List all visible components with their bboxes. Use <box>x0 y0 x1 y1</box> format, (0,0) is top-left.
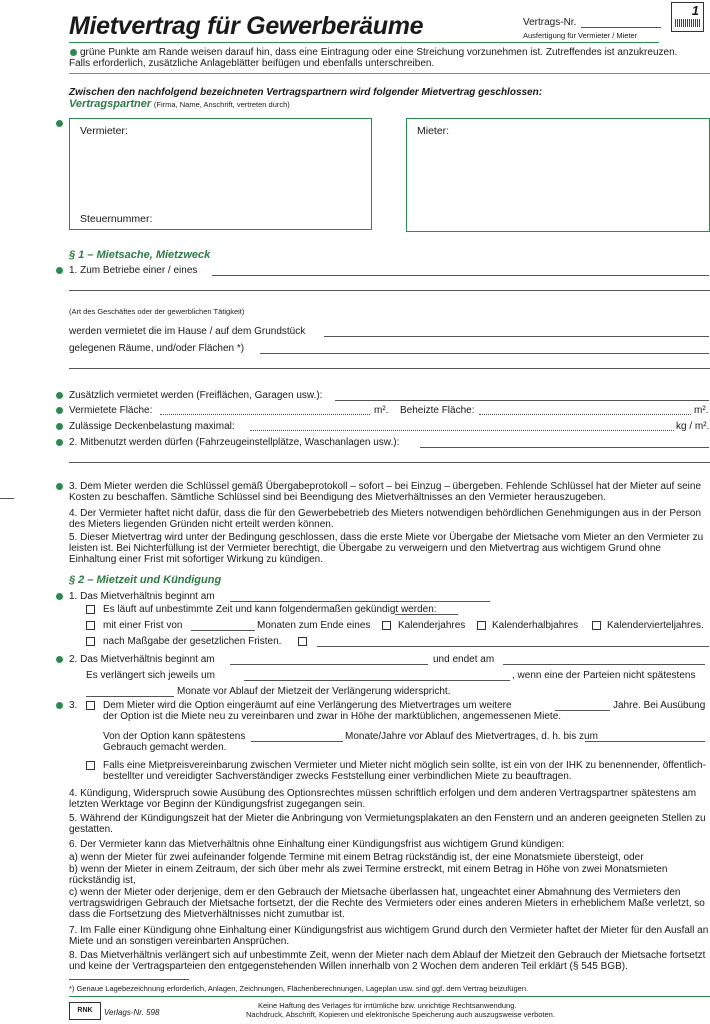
margin-mark <box>0 498 14 499</box>
termination-b: b) wenn der Mieter in einem Zeitraum, der sich über mehr als zwei Termine erstreckt, mit einem Betrag in Höhe von zwei Monatsmieten rückständig ist, <box>69 864 668 887</box>
green-dot <box>56 407 63 414</box>
option-checkbox[interactable] <box>86 701 95 710</box>
calendar-year-label: Kalenderjahres <box>398 620 466 631</box>
fixed-begin-field[interactable] <box>230 664 428 665</box>
fixed-begin-label: 2. Das Mietverhältnis beginnt am <box>69 654 215 665</box>
tenant-label: Mieter: <box>417 125 450 137</box>
poster-clause: 5. Während der Kündigungszeit hat der Mieter die Anbringung von Vermietungsplakaten an den Fenstern und an anderen geeigneten Stellen zu gestatten. <box>69 813 706 836</box>
load-label: Zulässige Deckenbelastung maximal: <box>69 421 235 432</box>
pattern-bar <box>675 19 700 27</box>
objection-months-field[interactable] <box>86 696 174 697</box>
years-label: Jahre. Bei Ausübung <box>613 700 706 711</box>
green-dot <box>56 120 63 127</box>
end-date-field[interactable] <box>503 664 705 665</box>
ends-label: und endet am <box>433 654 495 665</box>
shared-use-field[interactable] <box>420 447 709 448</box>
page-number-box <box>671 2 704 32</box>
rented-label: werden vermietet die im Hause / auf dem Grundstück <box>69 326 306 337</box>
section-1-title: § 1 – Mietsache, Mietzweck <box>69 249 211 261</box>
half-year-checkbox[interactable] <box>477 621 486 630</box>
exercise-label-1: Von der Option kann spätestens <box>103 731 246 742</box>
half-year-label: Kalenderhalbjahres <box>492 620 579 631</box>
exercise-date-field[interactable] <box>585 741 705 742</box>
parties-label-text: Vertragspartner <box>69 98 152 110</box>
unlimited-label: Es läuft auf unbestimmte Zeit und kann folgendermaßen gekündigt werden: <box>103 604 437 615</box>
written-form-clause <box>69 788 710 810</box>
order-number: Verlags-Nr. 598 <box>104 1008 160 1017</box>
rooms-field[interactable] <box>260 353 709 354</box>
extension-field[interactable] <box>244 680 510 681</box>
business-field-2[interactable] <box>69 290 710 291</box>
disclaimer-2: Nachdruck, Abschrift, Kopieren und elektronische Speicherung auch auszugsweise verboten. <box>246 1010 555 1019</box>
intro-line-2: Falls erforderlich, zusätzliche Anlageblätter beifügen und ebenfalls unterschreiben. <box>69 58 435 69</box>
green-dot <box>56 483 63 490</box>
option-number: 3. <box>69 700 78 711</box>
ihk-clause: Falls eine Mietpreisvereinbarung zwischen Vermieter und Mieter nicht möglich sein sollte, ist ein von der IHK zu benennender, öffentlich-bestellter und vereidigter Sachverständiger zwecks Feststellung einer verbindlichen Miete zu beauftragen. <box>103 760 706 783</box>
notice-months-field[interactable] <box>191 630 255 631</box>
statutory-checkbox[interactable] <box>86 637 95 646</box>
begin-label: 1. Das Mietverhältnis beginnt am <box>69 591 215 602</box>
green-dot <box>70 49 77 56</box>
calendar-year-checkbox[interactable] <box>382 621 391 630</box>
form-title: Mietvertrag für Gewerberäume <box>69 12 424 40</box>
exercise-months-field[interactable] <box>251 741 343 742</box>
section-2-title: § 2 – Mietzeit und Kündigung <box>69 574 222 586</box>
heated-unit: m². <box>694 405 709 416</box>
parties-heading: Zwischen den nachfolgend bezeichneten Vertragspartnern wird folgender Mietvertrag geschlossen: <box>69 87 543 98</box>
keys-clause: 3. Dem Mieter werden die Schlüssel gemäß Übergabeprotokoll – sofort – bei Einzug – übergeben. Fehlende Schlüssel hat der Mieter auf seine Kosten zu beschaffen. Sämtliche Schlüssel sind bei Beendigung des Mietverhältnisses an den Vermieter herauszugeben. <box>69 481 702 504</box>
area-field[interactable] <box>160 414 370 415</box>
tax-number-label: Steuernummer: <box>80 213 153 225</box>
termination-a: a) wenn der Mieter für zwei aufeinander folgende Termine mit einem Betrag rückständig ist, der eine Monatsmiete übersteigt, oder <box>69 852 644 863</box>
tenant-box[interactable] <box>406 118 710 232</box>
other-checkbox[interactable] <box>298 637 307 646</box>
shared-use-field-2[interactable] <box>69 462 710 463</box>
green-dot <box>56 439 63 446</box>
extends-label: Es verlängert sich jeweils um <box>86 670 215 681</box>
property-field[interactable] <box>324 336 709 337</box>
publisher-logo: RNK <box>69 1002 101 1020</box>
landlord-label: Vermieter: <box>80 125 128 137</box>
parties-label <box>69 99 290 111</box>
green-dot <box>56 656 63 663</box>
tacit-extension-clause: 8. Das Mietverhältnis verlängert sich auf unbestimmte Zeit, wenn der Mieter nach dem Ablauf der Mietzeit den Gebrauch der Mietsache fortsetzt und keine der Vertragsparteien den entgegenstehenden Willen innerhalb von 2 Wochen dem anderen Teil erklärt (§ 545 BGB). <box>69 950 706 973</box>
green-dot <box>56 423 63 430</box>
landlord-box[interactable] <box>69 118 372 230</box>
notice-label: mit einer Frist von <box>103 620 183 631</box>
rooms-field-2[interactable] <box>69 368 710 369</box>
permits-clause: 4. Der Vermieter haftet nicht dafür, dass die für den Gewerbebetrieb des Mieters notwendigen behördlichen Genehmigungen aus in der Person des Mieters liegenden Gründen nicht erteilt werden können. <box>69 508 702 531</box>
parties-label-note: (Firma, Name, Anschrift, vertreten durch) <box>153 100 290 109</box>
copy-label: Ausfertigung für Vermieter / Mieter <box>523 31 638 40</box>
green-dot <box>56 593 63 600</box>
quarter-year-label: Kalendervierteljahres. <box>607 620 704 631</box>
heated-label: Beheizte Fläche: <box>400 405 475 416</box>
contract-number-label: Vertrags-Nr. <box>523 17 577 28</box>
written-form-text: 4. Kündigung, Widerspruch sowie Ausübung des Optionsrechtes müssen schriftlich erfolgen und dem anderen Vertragspartner spätestens am letzten Werktage vor Beginn der Kündigungsfrist zugegangen sein. <box>69 788 697 811</box>
exercise-label-3: Gebrauch gemacht werden. <box>103 742 227 753</box>
option-text-1: Dem Mieter wird die Option eingeräumt auf eine Verlängerung des Mietvertrages um weitere <box>103 700 512 711</box>
heated-field[interactable] <box>479 414 691 415</box>
disclaimer-1: Keine Haftung des Verlages für irrtümliche bzw. unrichtige Rechtsanwendung. <box>258 1001 517 1010</box>
green-dot <box>56 267 63 274</box>
rooms-label: gelegenen Räume, und/oder Flächen *) <box>69 343 245 354</box>
additional-label: Zusätzlich vermietet werden (Freiflächen, Garagen usw.): <box>69 390 323 401</box>
notice-checkbox[interactable] <box>86 621 95 630</box>
exercise-label-2: Monate/Jahre vor Ablauf des Mietvertrages, d. h. bis zum <box>345 731 598 742</box>
shared-use-label: 2. Mitbenutzt werden dürfen (Fahrzeugeinstellplätze, Waschanlagen usw.): <box>69 437 400 448</box>
termination-c: c) wenn der Mieter oder derjenige, dem er den Gebrauch der Mietsache überlassen hat, ungeachtet einer Abmahnung des Vermieters den vertragswidrigen Gebrauch der Mietsache fortsetzt, der die Rechte des Vermieters oder eines anderen Mieters in erheblichem Maße verletzt, so dass die Fortsetzung des Mietverhältnisses nicht zumutbar ist. <box>69 887 705 921</box>
other-field[interactable] <box>317 646 709 647</box>
footnote: *) Genaue Lagebezeichnung erforderlich, Anlagen, Zeichnungen, Flächenberechnungen, Lageplan usw. sind ggf. dem Vertrag beizufügen. <box>69 984 529 993</box>
first-rent-clause: 5. Dieser Mietvertrag wird unter der Bedingung geschlossen, dass die erste Miete vor Übergabe der Mietsache vom Mieter an den Vermieter zu leisten ist. Bei Nichterfüllung ist der Vermieter berechtigt, die Übergabe zu verweigern und den Mietvertrag aus wichtigem Grund ohne Einhaltung einer Frist mit sofortiger Wirkung zu kündigen. <box>69 532 704 566</box>
statutory-label: nach Maßgabe der gesetzlichen Fristen. <box>103 636 282 647</box>
load-unit: kg / m². <box>676 421 710 432</box>
area-label: Vermietete Fläche: <box>69 405 153 416</box>
green-dot <box>56 702 63 709</box>
quarter-year-checkbox[interactable] <box>592 621 601 630</box>
liability-clause: 7. Im Falle einer Kündigung ohne Einhaltung einer Kündigungsfrist aus wichtigem Grund durch den Vermieter haftet der Mieter für den Ausfall an Miete und an sonstigen vereinbarten Ansprüchen. <box>69 925 709 948</box>
area-unit: m². <box>374 405 389 416</box>
page-number: 1 <box>691 3 699 18</box>
ihk-checkbox[interactable] <box>86 761 95 770</box>
footer-rule <box>69 996 710 997</box>
business-note: (Art des Geschäftes oder der gewerblichen Tätigkeit) <box>69 307 245 316</box>
unlimited-checkbox[interactable] <box>86 605 95 614</box>
green-dot <box>56 392 63 399</box>
business-label: 1. Zum Betriebe einer / eines <box>69 265 198 276</box>
months-end-label: Monaten zum Ende eines <box>257 620 371 631</box>
business-field[interactable] <box>212 275 709 276</box>
additional-field[interactable] <box>335 400 709 401</box>
intro-line-1: grüne Punkte am Rande weisen darauf hin, dass eine Eintragung oder eine Streichung vorzunehmen ist. Zutreffendes ist anzukreuzen. <box>80 47 678 58</box>
footnote-rule <box>69 979 189 980</box>
title-underline <box>69 42 659 43</box>
option-years-field[interactable] <box>555 710 610 711</box>
load-field[interactable] <box>250 430 674 431</box>
divider <box>69 73 710 74</box>
months-before-label: Monate vor Ablauf der Mietzeit der Verlängerung widerspricht. <box>177 686 451 697</box>
option-text-2: der Option ist die Miete neu zu vereinbaren und zwar in Höhe der marktüblichen, angemessenen Miete. <box>103 711 562 722</box>
unlimited-field[interactable] <box>395 614 458 615</box>
contract-number-field[interactable] <box>581 27 661 28</box>
begin-date-field[interactable] <box>230 601 490 602</box>
termination-intro: 6. Der Vermieter kann das Mietverhältnis ohne Einhaltung einer Kündigungsfrist aus wichtigem Grund kündigen: <box>69 839 565 850</box>
unless-label: , wenn eine der Parteien nicht spätestens <box>512 670 696 681</box>
